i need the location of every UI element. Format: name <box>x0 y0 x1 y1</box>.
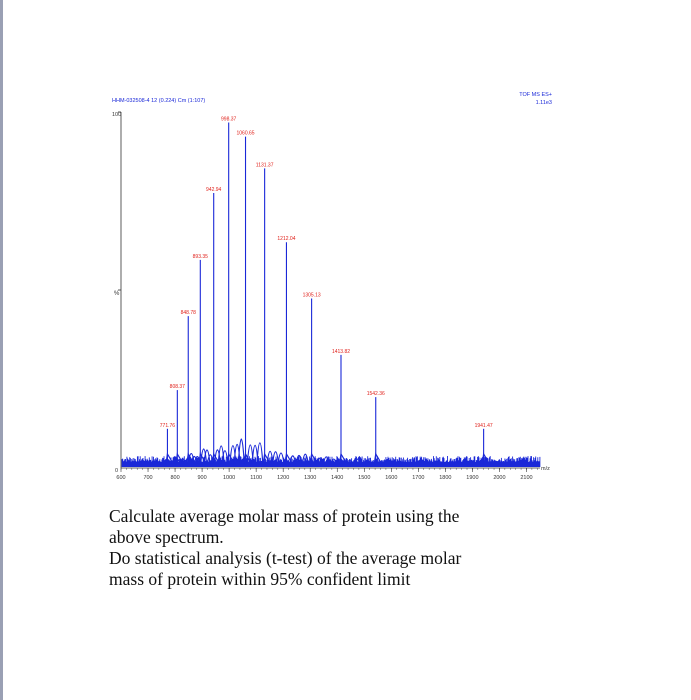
peak-label: 1060.65 <box>236 130 255 137</box>
x-tick-label: 1900 <box>466 475 479 481</box>
x-tick-label: 1200 <box>277 475 290 481</box>
peak-label: 998.37 <box>221 116 237 123</box>
spectrum-peaks <box>166 123 490 466</box>
spectrum-header-right-1: TOF MS ES+ <box>519 92 552 98</box>
question-line-3: Do statistical analysis (t-test) of the average molar <box>109 548 462 568</box>
question-line-1: Calculate average molar mass of protein using the <box>109 506 460 526</box>
peak-label: 848.78 <box>180 310 196 317</box>
x-tick-label: 1300 <box>304 475 317 481</box>
spectrum-header-left: HHM-032508-4 12 (0.224) Cm (1:107) <box>112 98 206 104</box>
x-tick-label: 700 <box>143 475 153 481</box>
x-tick-label: 2100 <box>520 475 533 481</box>
x-tick-label: 1600 <box>385 475 398 481</box>
y-mid-label: % <box>114 291 120 297</box>
x-tick-label: 600 <box>116 475 126 481</box>
spectrum-header-right-2: 1.11e3 <box>535 100 552 106</box>
x-tick-label: 1700 <box>412 475 425 481</box>
x-tick-label: 2000 <box>493 475 506 481</box>
question-line-4: mass of protein within 95% confident limit <box>109 569 411 589</box>
peak-label: 1542.36 <box>366 391 385 398</box>
x-tick-label: 900 <box>197 475 207 481</box>
peak-label: 771.76 <box>159 422 176 429</box>
y-top-label: 100 <box>112 112 122 118</box>
x-tick-label: 1000 <box>223 475 236 481</box>
x-unit-label: m/z <box>541 466 550 472</box>
peak-labels <box>160 117 493 429</box>
y-bottom-label: 0 <box>115 468 119 474</box>
peak-label: 1941.47 <box>474 422 493 429</box>
peak-label: 942.94 <box>206 186 222 193</box>
question-line-2: above spectrum. <box>109 527 224 547</box>
x-axis-ticks <box>116 468 537 481</box>
peak-label: 1131.37 <box>255 162 274 169</box>
x-tick-label: 1800 <box>439 475 452 481</box>
x-tick-label: 800 <box>170 475 180 481</box>
peak-label: 1413.82 <box>331 348 351 355</box>
question-text <box>109 506 529 590</box>
x-tick-label: 1400 <box>331 475 344 481</box>
x-tick-label: 1100 <box>250 475 263 481</box>
peak-label: 1305.13 <box>302 292 321 299</box>
baseline-noise <box>122 439 540 467</box>
peak-label: 1212.04 <box>277 236 296 243</box>
x-tick-label: 1500 <box>358 475 371 481</box>
peak-label: 893.35 <box>192 253 208 260</box>
peak-label: 808.37 <box>169 384 185 391</box>
